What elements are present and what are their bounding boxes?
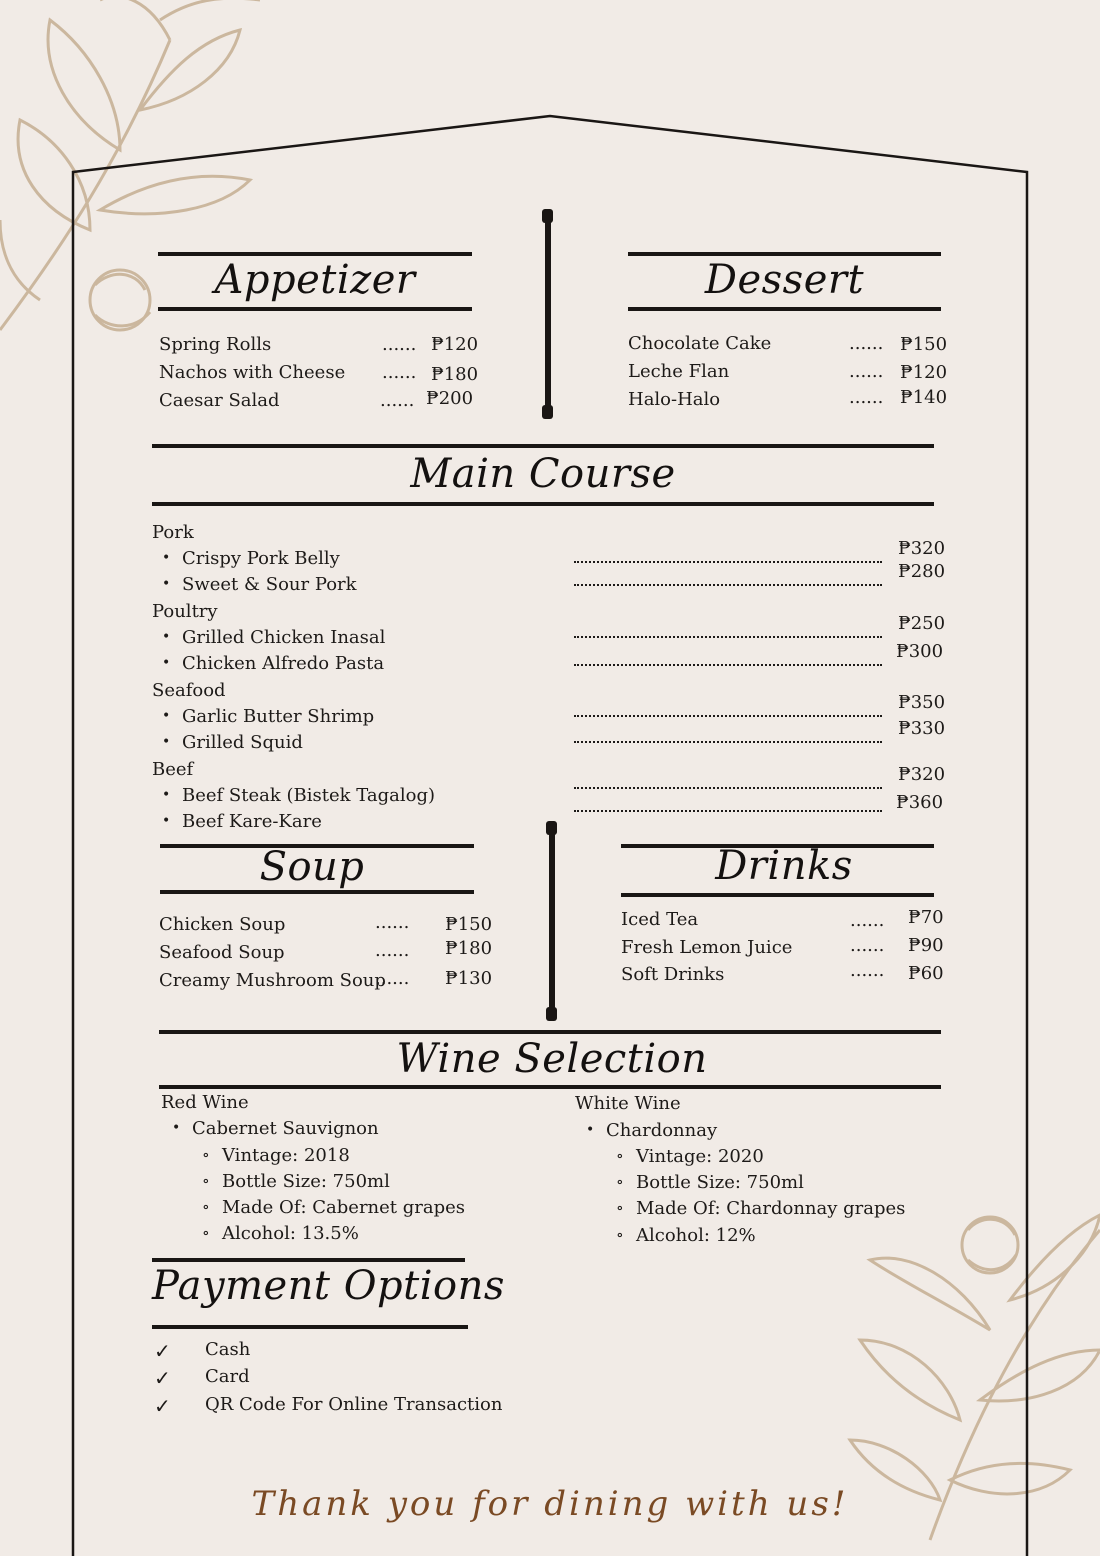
main-course-rule-bottom (152, 502, 934, 506)
red-wine-name: • Cabernet Sauvignon (192, 1118, 379, 1139)
check-icon: ✓ (154, 1339, 171, 1363)
main-course-category: Pork (152, 522, 194, 543)
drinks-item-price: ₱70 (908, 907, 944, 928)
drinks-item-name: Fresh Lemon Juice (621, 937, 793, 958)
dessert-rule-bottom (628, 307, 941, 311)
wine-rule-bottom (159, 1085, 941, 1089)
dessert-item-leader: ...... (849, 387, 884, 408)
check-icon: ✓ (154, 1366, 171, 1390)
main-course-item-name: • Chicken Alfredo Pasta (182, 653, 384, 674)
dessert-item-price: ₱120 (900, 362, 948, 383)
main-course-leader (574, 715, 882, 717)
appetizer-item-leader: ...... (382, 334, 417, 355)
soup-item-leader: ...... (375, 912, 410, 933)
main-course-leader (574, 584, 882, 586)
appetizer-rule-bottom (158, 307, 472, 311)
appetizer-item-leader: ...... (382, 362, 417, 383)
dessert-item-name: Leche Flan (628, 361, 730, 382)
main-course-price: ₱350 (898, 692, 946, 713)
main-course-category: Poultry (152, 601, 218, 622)
main-course-price: ₱280 (898, 561, 946, 582)
dessert-item-name: Chocolate Cake (628, 333, 772, 354)
red-wine-heading: Red Wine (161, 1092, 249, 1113)
main-course-category: Seafood (152, 680, 226, 701)
main-course-item-name: • Sweet & Sour Pork (182, 574, 357, 595)
red-wine-detail: ∘ Vintage: 2018 (222, 1145, 350, 1166)
main-course-item-name: • Grilled Squid (182, 732, 303, 753)
drinks-item-leader: ...... (850, 935, 885, 956)
main-course-item-name: • Crispy Pork Belly (182, 548, 340, 569)
soup-item-price: ₱180 (445, 938, 493, 959)
main-course-price: ₱320 (898, 764, 946, 785)
dessert-rule-top (628, 252, 941, 256)
soup-item-name: Creamy Mushroom Soup (159, 970, 386, 991)
payment-option: Card (205, 1366, 250, 1387)
soup-item-leader: ...... (375, 968, 410, 989)
main-course-item-name: • Beef Kare-Kare (182, 811, 322, 832)
main-course-price: ₱330 (898, 718, 946, 739)
appetizer-item-name: Caesar Salad (159, 390, 280, 411)
red-wine-detail: ∘ Bottle Size: 750ml (222, 1171, 390, 1192)
soup-item-price: ₱130 (445, 968, 493, 989)
main-course-item-name: • Grilled Chicken Inasal (182, 627, 385, 648)
soup-item-price: ₱150 (445, 914, 493, 935)
appetizer-item-price: ₱200 (426, 388, 474, 409)
main-course-category: Beef (152, 759, 194, 780)
appetizer-item-price: ₱120 (431, 334, 479, 355)
dessert-title: Dessert (704, 257, 865, 303)
appetizer-rule-top (158, 252, 472, 256)
drinks-rule-bottom (621, 893, 934, 897)
bottom-divider (546, 821, 557, 1021)
dessert-item-price: ₱150 (900, 334, 948, 355)
white-wine-name: • Chardonnay (606, 1120, 717, 1141)
soup-item-leader: ...... (375, 940, 410, 961)
appetizer-item-price: ₱180 (431, 364, 479, 385)
drinks-item-leader: ...... (850, 960, 885, 981)
payment-option: Cash (205, 1339, 251, 1360)
soup-item-name: Seafood Soup (159, 942, 285, 963)
white-wine-detail: ∘ Bottle Size: 750ml (636, 1172, 804, 1193)
white-wine-detail: ∘ Vintage: 2020 (636, 1146, 764, 1167)
main-course-price: ₱320 (898, 538, 946, 559)
main-course-title: Main Course (410, 451, 676, 497)
appetizer-item-leader: ...... (380, 390, 415, 411)
appetizer-title: Appetizer (214, 257, 416, 303)
payment-option: QR Code For Online Transaction (205, 1394, 503, 1415)
drinks-item-leader: ...... (850, 910, 885, 931)
main-course-leader (574, 561, 882, 563)
main-course-rule-top (152, 444, 934, 448)
white-wine-heading: White Wine (575, 1093, 681, 1114)
main-course-price: ₱250 (898, 613, 946, 634)
red-wine-detail: ∘ Made Of: Cabernet grapes (222, 1197, 465, 1218)
check-icon: ✓ (154, 1394, 171, 1418)
main-course-leader (574, 787, 882, 789)
wine-rule-top (159, 1030, 941, 1034)
soup-item-name: Chicken Soup (159, 914, 286, 935)
drinks-item-price: ₱60 (908, 963, 944, 984)
main-course-price: ₱360 (896, 792, 944, 813)
payment-rule-top (152, 1258, 465, 1262)
white-wine-detail: ∘ Alcohol: 12% (636, 1225, 756, 1246)
soup-title: Soup (259, 844, 365, 890)
thank-you-message: Thank you for dining with us! (251, 1484, 849, 1524)
main-course-item-name: • Garlic Butter Shrimp (182, 706, 374, 727)
dessert-item-leader: ...... (849, 333, 884, 354)
appetizer-item-name: Spring Rolls (159, 334, 272, 355)
main-course-leader (574, 636, 882, 638)
payment-title: Payment Options (152, 1263, 505, 1309)
payment-rule-bottom (152, 1325, 468, 1329)
dessert-item-leader: ...... (849, 361, 884, 382)
main-course-price: ₱300 (896, 641, 944, 662)
main-course-leader (574, 741, 882, 743)
white-wine-detail: ∘ Made Of: Chardonnay grapes (636, 1198, 905, 1219)
drinks-item-price: ₱90 (908, 935, 944, 956)
drinks-title: Drinks (715, 843, 853, 889)
drinks-item-name: Iced Tea (621, 909, 699, 930)
appetizer-item-name: Nachos with Cheese (159, 362, 346, 383)
main-course-leader (574, 664, 882, 666)
red-wine-detail: ∘ Alcohol: 13.5% (222, 1223, 359, 1244)
drinks-item-name: Soft Drinks (621, 964, 725, 985)
main-course-leader (574, 810, 882, 812)
dessert-item-price: ₱140 (900, 387, 948, 408)
main-course-item-name: • Beef Steak (Bistek Tagalog) (182, 785, 435, 806)
dessert-item-name: Halo-Halo (628, 389, 721, 410)
soup-rule-bottom (160, 890, 474, 894)
top-divider (542, 209, 553, 419)
wine-title: Wine Selection (396, 1036, 708, 1082)
